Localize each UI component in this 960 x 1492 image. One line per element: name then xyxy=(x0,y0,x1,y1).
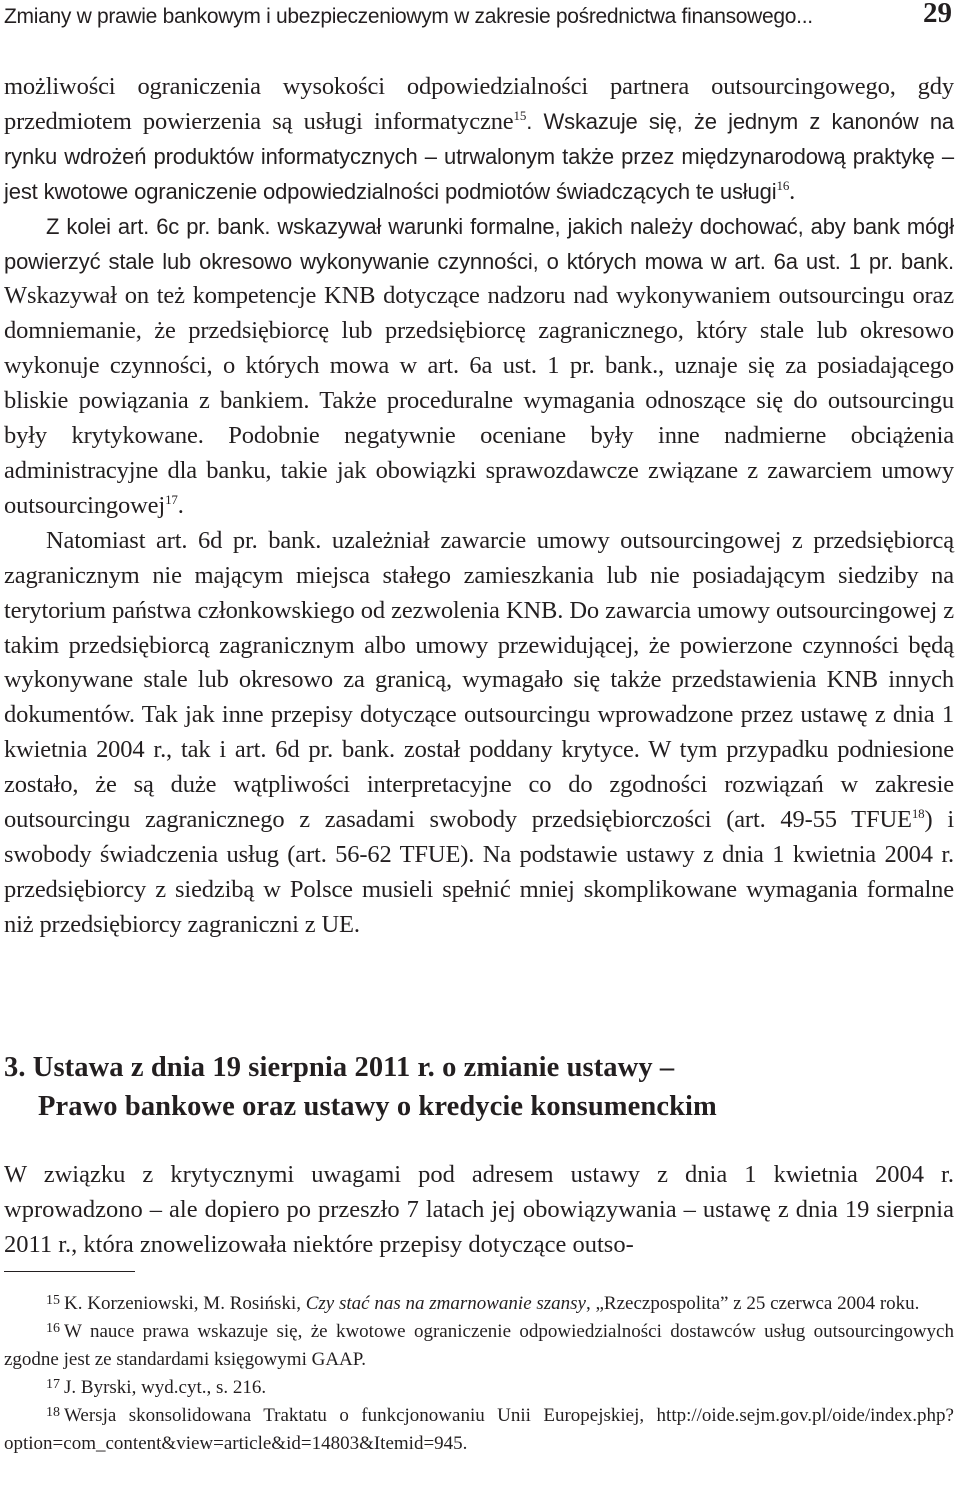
footnote-text: , „Rzeczpospolita” z 25 czerwca 2004 roku. xyxy=(586,1293,920,1314)
section-body xyxy=(4,1158,954,1263)
footnote-number: 18 xyxy=(46,1405,60,1420)
paragraph-1 xyxy=(4,70,954,210)
running-header xyxy=(4,2,954,32)
paragraph-4: W związku z krytycznymi uwagami pod adresem ustawy z dnia 1 kwietnia 2004 r. wprowadzono – ale dopiero po przeszło 7 latach jej obowiązywania – ustawę z dnia 19 sierpnia 2011 r., która znowelizowała niektóre przepisy dotyczące outso- xyxy=(4,1161,954,1258)
footnote-ref-18[interactable]: 18 xyxy=(911,805,925,821)
text-run: . xyxy=(177,491,184,519)
text-run: możliwości ograniczenia wysokości odpowiedzialności partnera outsourcingowego, gdy przedmiotem powierzenia są usługi informatyczne xyxy=(4,73,954,135)
footnote-separator xyxy=(4,1271,135,1272)
footnote-15 xyxy=(4,1290,954,1318)
running-title: Zmiany w prawie bankowym i ubezpieczeniowym w zakresie pośrednictwa finansowego... xyxy=(4,5,813,28)
footnote-text: W nauce prawa wskazuje się, że kwotowe ograniczenie odpowiedzialności dostawców usług outsourcingowych zgodne jest ze standardami księgowymi GAAP. xyxy=(4,1321,954,1370)
footnote-text: K. Korzeniowski, M. Rosiński, xyxy=(64,1293,306,1314)
text-run: . xyxy=(789,177,796,205)
text-run: ) i swobody świadczenia usług (art. 56-62 TFUE). Na podstawie ustawy z dnia 1 kwietnia 2004 r. przedsiębiorcy z siedzibą w Polsce musieli spełnić mniej skomplikowane wymagania formalne niż przedsiębiorcy zagraniczni z UE. xyxy=(4,806,954,938)
page-number: 29 xyxy=(923,0,952,29)
text-run: . Wskazuje się, że jednym z kanonów na rynku wdrożeń produktów informatycznych – utrwalonym także przez międzynarodową praktykę – jest kwotowe ograniczenie odpowiedzialności podmiotów świadczących te usługi xyxy=(4,108,955,204)
footnote-ref-16[interactable]: 16 xyxy=(776,177,790,193)
paragraph-2 xyxy=(4,210,954,524)
footnote-number: 15 xyxy=(46,1293,60,1308)
text-run: Wskazywał on też kompetencje KNB dotyczące nadzoru nad wykonywaniem outsourcingu oraz domniemanie, że przedsiębiorcę lub przedsiębiorcę zagranicznego, który stale lub okresowo wykonuje czynności, o których mowa w art. 6a ust. 1 pr. bank., uznaje się za posiadającego bliskie powiązania z bankiem. Także proceduralne wymagania odnoszące się do outsourcingu były krytykowane. Podobnie negatywnie oceniane były inne nadmierne obciążenia administracyjne dla banku, takie jak obowiązki sprawozdawcze związane z zawarciem umowy outsourcingowej xyxy=(4,282,954,519)
footnotes xyxy=(4,1290,954,1458)
footnote-text: J. Byrski, wyd.cyt., s. 216. xyxy=(64,1377,267,1398)
footnote-16 xyxy=(4,1318,954,1374)
section-heading-line-1: 3. Ustawa z dnia 19 sierpnia 2011 r. o zmianie ustawy – xyxy=(4,1052,675,1083)
footnote-17 xyxy=(4,1374,954,1402)
text-run: Z kolei art. 6c pr. bank. wskazywał warunki formalne, jakich należy dochować, aby bank mógł powierzyć stale lub okresowo wykonywanie czynności, o których mowa w art. 6a ust. 1 pr. bank. xyxy=(4,213,954,274)
footnote-number: 17 xyxy=(46,1377,60,1392)
footnote-ref-17[interactable]: 17 xyxy=(165,491,178,507)
footnote-ref-15[interactable]: 15 xyxy=(513,107,527,123)
body-text xyxy=(4,70,954,943)
text-run: Natomiast art. 6d pr. bank. uzależniał zawarcie umowy outsourcingowej z przedsiębiorcą zagranicznym nie mającym miejsca stałego zamieszkania lub nie posiadającym siedziby na terytorium państwa członkowskiego od zezwolenia KNB. Do zawarcia umowy outsourcingowej z takim przedsiębiorcą zagranicznym albo umowy przewidującej, że powierzone czynności będą wykonywane stale lub okresowo za granicą, wymagało się także przedstawienia KNB innych dokumentów. Tak jak inne przepisy dotyczące outsourcingu wprowadzone przez ustawę z dnia 1 kwietnia 2004 r., tak i art. 6d pr. bank. został poddany krytyce. W tym przypadku podniesione zostało, że są duże wątpliwości interpretacyjne co do zgodności rozwiązań w zakresie outsourcingu zagranicznego z zasadami swobody przedsiębiorczości (art. 49-55 TFUE xyxy=(4,526,954,834)
paragraph-3 xyxy=(4,524,954,943)
footnote-italic-title: Czy stać nas na zmarnowanie szansy xyxy=(305,1293,586,1314)
footnote-18 xyxy=(4,1402,954,1458)
footnote-number: 16 xyxy=(46,1321,60,1336)
section-heading-line-2: Prawo bankowe oraz ustawy o kredycie konsumenckim xyxy=(38,1091,717,1122)
footnote-text-with-link[interactable]: Wersja skonsolidowana Traktatu o funkcjonowaniu Unii Europejskiej, http://oide.sejm.gov.pl/oide/index.php?option=com_content&view=article&id=14803&Itemid=945. xyxy=(4,1405,954,1454)
section-heading xyxy=(4,1048,954,1126)
